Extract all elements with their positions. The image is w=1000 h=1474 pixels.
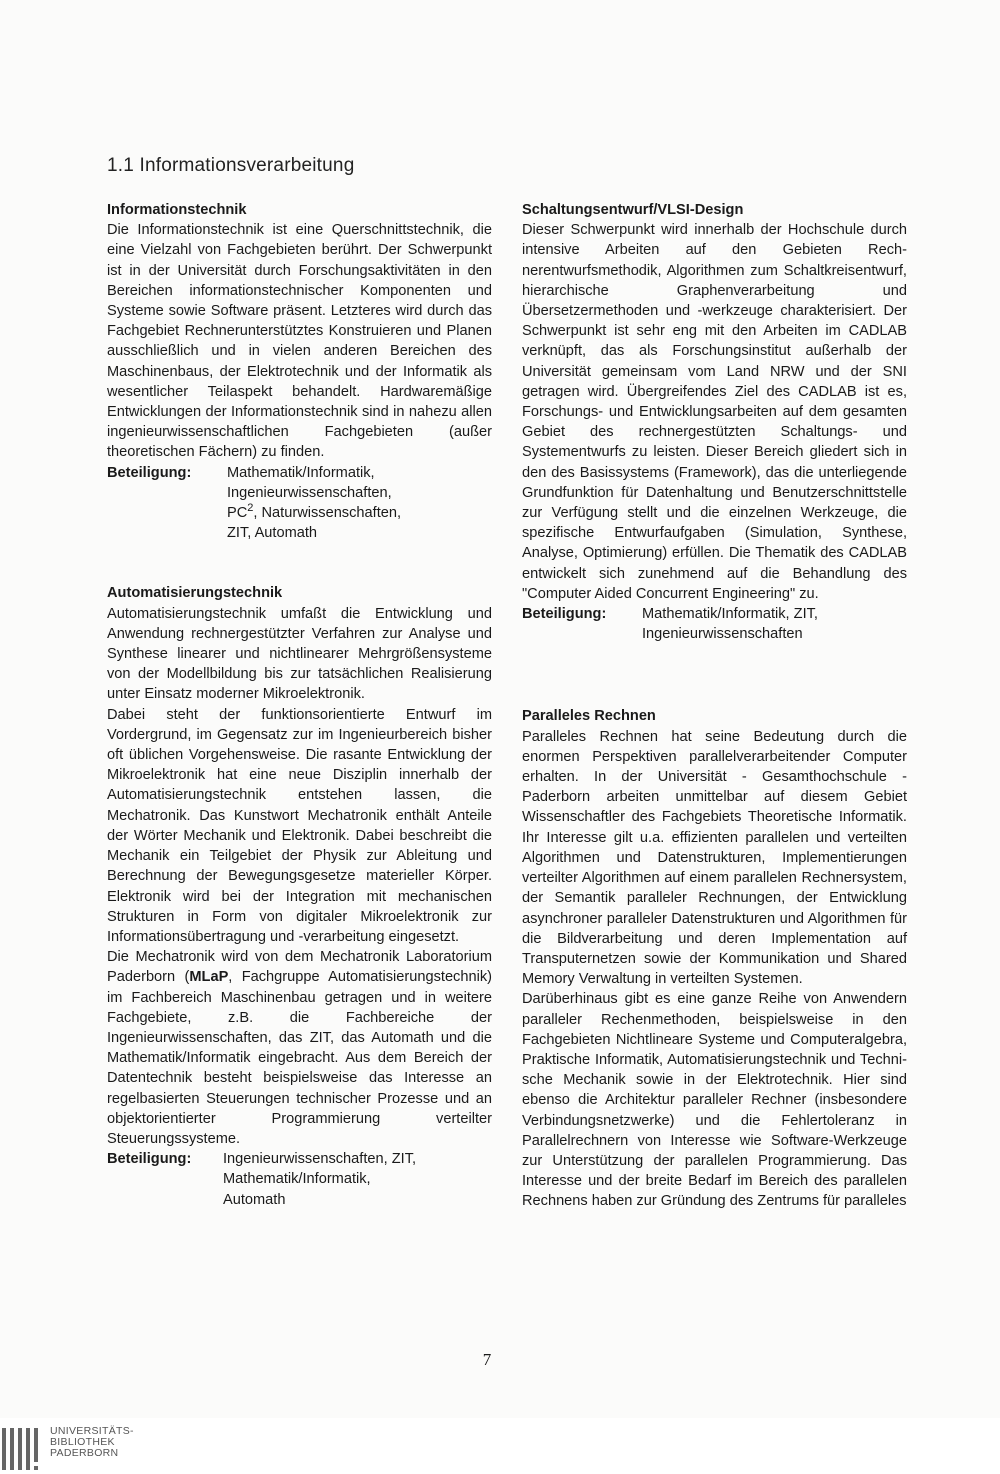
- participation-label: Beteiligung:: [107, 1151, 192, 1168]
- left-column: [107, 200, 492, 1210]
- participation-list: [642, 604, 818, 644]
- participation-informationstechnik: [107, 463, 492, 544]
- library-logo-icon: [0, 1426, 44, 1472]
- logo-line: BIBLIOTHEK: [50, 1436, 115, 1448]
- right-column: [522, 200, 907, 1212]
- participation-item: Mathematik/Informatik,: [227, 464, 375, 481]
- section-vlsi-design: [522, 200, 907, 644]
- library-logo-text: [50, 1426, 134, 1459]
- participation-list: [227, 463, 401, 544]
- participation-item: Mathematik/Informatik, ZIT,: [642, 606, 818, 623]
- section-informationstechnik: [107, 200, 492, 543]
- text-paralleles-rechnen-2: Darüberhinaus gibt es eine ganze Reihe von Anwendern paralleler Rechenmethoden, beispielsweise in den Fachgebieten Nichtlineare Systeme und Computeralgebra, Praktische Informatik, Automatisierungstechnik und Technische Mechanik sowie in der Elektrotechnik. Hier sind ebenso die Architektur paralleler Rechner (insbesondere Verbindungsnetzwerke) und die Fehlertoleranz in Parallelrechnern von Interesse wie Software-Werkzeuge zur Unterstützung der parallelen Programmierung. Das Interesse und der breite Bedarf im Bereich des parallelen Rechnens haben zur Gründung des Zentrums für paralleles: [522, 991, 907, 1210]
- participation-item: Ingenieurwissenschaften,: [227, 484, 392, 501]
- participation-vlsi-design: [522, 604, 907, 644]
- text-automatisierungstechnik-1: Automatisierungstechnik umfaßt die Entwicklung und Anwendung rechnergestützter Verfahren zur Analyse und Synthese linearer und nichtlinearer Mehrgrößensysteme von der Modellbildung bis zur tatsächlichen Realisierung unter Einsatz moderner Mikroelektronik.: [107, 605, 492, 703]
- participation-list: [223, 1149, 416, 1210]
- participation-item: Ingenieurwissenschaften: [642, 626, 803, 643]
- text-mlap: MLaP: [189, 969, 229, 986]
- section-paralleles-rechnen: [522, 706, 907, 1211]
- logo-line: PADERBORN: [50, 1447, 119, 1459]
- text-informationstechnik: Die Informationstechnik ist eine Querschnittstechnik, die eine Vielzahl von Fachgebieten berührt. Der Schwerpunkt ist in der Universität durch Forschungsaktivitäten in den Bereichen informationstechnischer Komponenten und Systeme sowie Software präsent. Letzteres wird durch das Fachgebiet Rechnerunterstütztes Konstruieren und Planen ausschließlich und in vielen anderen Bereichen des Maschinenbaus, der Elektrotechnik und der Informatik als wesentlicher Teilaspekt behandelt. Hardwaremäßige Entwicklungen der Informationstechnik sind in nahezu allen ingenieurwissenschaftlichen Fachgebieten (außer theoretischen Fächern) zu finden.: [107, 222, 492, 461]
- participation-label: Beteiligung:: [522, 606, 607, 623]
- text-paralleles-rechnen-1: Paralleles Rechnen hat seine Bedeutung durch die enormen Perspektiven parallelverarbeitender Computer erhalten. In der Universität - Gesamthochschule - Paderborn arbeiten unmittelbar auf diesem Gebiet Wissenschaftler des Fachgebiets Theoretische Informatik. Ihr Interesse gilt u.a. effizienten parallelen und verteilten Algorithmen und Datenstrukturen, Implementierungen verteilter Algorithmen auf einem parallelen Rechnersystem, der Semantik paralleler Rechnungen, der Entwicklung asynchroner paralleler Datenstrukturen und Algorithmen für die Bildverarbeitung und deren Implementation auf Transputernetzen sowie der Kommunikation und Shared Memory Verwaltung in verteilten Systemen.: [522, 728, 907, 988]
- participation-item: [227, 503, 401, 523]
- text-automatisierungstechnik-3: [107, 947, 492, 1149]
- heading-paralleles-rechnen: Paralleles Rechnen: [522, 708, 656, 725]
- participation-naturwissenschaften: , Naturwissenschaften,: [253, 505, 402, 522]
- footer-band: [0, 1418, 1000, 1474]
- text-mechatronik-intro: Die Mechatronik wird von dem Mechatronik Laboratorium Paderborn (: [107, 949, 492, 986]
- heading-vlsi-design: Schaltungsentwurf/VLSI-Design: [522, 202, 744, 218]
- section-automatisierungstechnik: [107, 583, 492, 1209]
- heading-automatisierungstechnik: Automatisierungstechnik: [107, 585, 283, 602]
- participation-item: ZIT, Automath: [227, 525, 318, 542]
- text-automatisierungstechnik-2: Dabei steht der funktionsorientierte Entwurf im Vordergrund, im Gegensatz zur im Ingenieurbereich bisher oft üblichen Vorgehensweise. Die rasante Entwicklung der Mikroelektronik hat eine neue Disziplin innerhalb der Automatisierungstechnik entstehen lassen, die Mechatronik. Das Kunstwort Mechatronik enthält Anteile der Wörter Mechanik und Elektronik. Dabei beschreibt die Mechanik ein Teilgebiet der Physik zur Ableitung und Berechnung der Bewegungsgesetze materieller Körper. Elektronik wird bei der Integration mit mechanischen Strukturen in Form von digitaler Mikroelektronik zur Informationsübertragung und -verarbeitung eingesetzt.: [107, 706, 492, 945]
- participation-item: Automath: [223, 1191, 286, 1208]
- participation-automatisierungstechnik: [107, 1149, 492, 1210]
- participation-item: Mathematik/Informatik,: [223, 1171, 371, 1188]
- participation-label: Beteiligung:: [107, 464, 192, 481]
- section-title: 1.1 Informationsverarbeitung: [107, 155, 355, 176]
- logo-line: UNIVERSITÄTS-: [50, 1425, 134, 1437]
- text-mechatronik-rest: , Fachgruppe Automatisierungstechnik) im Fachbereich Maschinenbau getragen und in weitere Fachgebiete, z.B. die Fachbereiche der Ingenieurwissenschaften, das ZIT, das Automath und die Mathematik/Informatik eingebracht. Aus dem Bereich der Datentechnik besteht beispielsweise das Interesse an regelbasierten Steuerungen technischer Prozesse und an objektorientierter Programmierung verteilter Steuerungssysteme.: [107, 969, 492, 1147]
- participation-item: Ingenieurwissenschaften, ZIT,: [223, 1151, 417, 1168]
- library-logo: [0, 1426, 140, 1472]
- text-vlsi-design: Dieser Schwerpunkt wird innerhalb der Hochschule durch intensive Arbeiten auf den Gebieten Rechnerentwurfsmethodik, Algorithmen zum Schaltkreisentwurf, hierarchische Graphenverarbeitung und Übersetzermethoden und -werkzeuge charakterisiert. Der Schwerpunkt ist sehr eng mit den Arbeiten im CADLAB verknüpft, das als Forschungsinstitut außerhalb der Universität gemeinsam vom Land NRW und der SNI getragen wird. Übergreifendes Ziel des CADLAB ist es, Forschungs- und Entwicklungsarbeiten auf dem gesamten Gebiet des rechnergestützten Schaltungs- und Systementwurfs zu leisten. Dieser Bereich gliedert sich in den des Basissystems (Framework), das die unterliegende Grundfunktion für Datenhaltung und Benutzerschnittstelle zur Verfügung stellt und die einzelnen Werkzeuge, die spezifische Entwurfaufgaben (Simulation, Synthese, Analyse, Optimierung) erfüllen. Die Thematik des CADLAB entwickelt sich zunehmend auf die Behandlung des "Computer Aided Concurrent Engineering" zu.: [522, 222, 907, 602]
- participation-pc-superscript: 2: [247, 502, 254, 515]
- page-number: 7: [482, 1350, 492, 1369]
- heading-informationstechnik: Informationstechnik: [107, 202, 247, 218]
- participation-pc: PC: [227, 505, 248, 522]
